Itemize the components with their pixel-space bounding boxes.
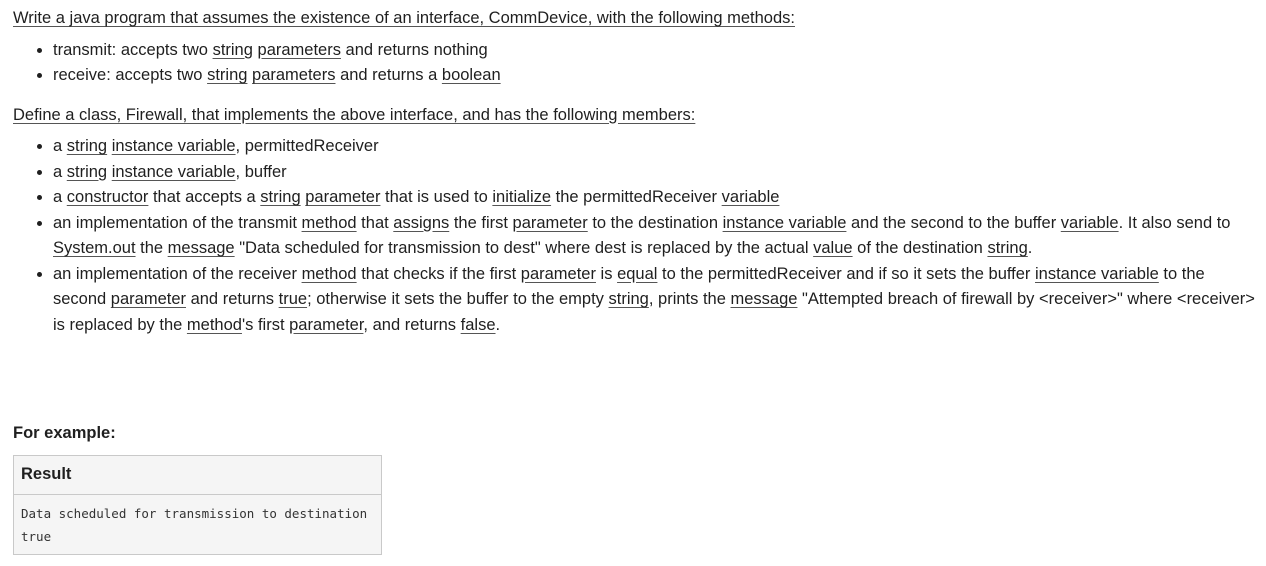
class-member-item — [53, 262, 1256, 339]
result-line: true — [21, 529, 52, 544]
glossary-link[interactable]: initialize — [492, 188, 552, 206]
glossary-link[interactable]: assigns — [393, 213, 450, 232]
glossary-link[interactable]: boolean — [441, 66, 501, 84]
text-fragment: transmit: accepts two — [53, 40, 213, 59]
text-fragment: and returns a — [335, 66, 442, 84]
glossary-link[interactable]: string — [207, 66, 248, 84]
text-fragment: and the second to the buffer — [846, 213, 1061, 232]
glossary-link[interactable]: string — [608, 290, 649, 308]
text-fragment: the first — [449, 213, 513, 232]
text-fragment: a — [53, 137, 67, 155]
text-fragment: . It also send to — [1118, 213, 1231, 232]
glossary-link[interactable]: instance variable — [111, 162, 236, 181]
glossary-link[interactable]: instance variable — [111, 137, 236, 155]
text-fragment: ; otherwise it sets the buffer to the empty — [307, 290, 609, 308]
text-fragment: that checks if the first — [356, 264, 521, 283]
text-fragment: receive: accepts two — [53, 66, 208, 84]
text-fragment: to the permittedReceiver and if so it sets the buffer — [657, 264, 1035, 283]
text-fragment: to the destination — [587, 213, 723, 232]
glossary-link[interactable]: message — [730, 290, 798, 308]
text-fragment: the — [135, 239, 168, 257]
glossary-link[interactable]: parameter — [512, 213, 588, 232]
interface-method-item — [53, 38, 1256, 64]
example-header-row — [14, 456, 382, 495]
result-line: Data scheduled for transmission to destination — [21, 506, 368, 521]
class-member-item — [53, 160, 1256, 186]
text-fragment: that — [356, 213, 394, 232]
text-fragment: a — [53, 162, 67, 181]
glossary-link[interactable]: System.out — [53, 239, 136, 257]
glossary-link[interactable]: parameter — [289, 315, 364, 334]
class-intro: Define a class, Firewall, that implements the above interface, and has the following members: — [13, 105, 696, 124]
interface-methods-list — [13, 38, 1256, 89]
question-intro: Write a java program that assumes the existence of an interface, CommDevice, with the following methods: — [13, 9, 795, 27]
glossary-link[interactable]: parameter — [110, 290, 186, 308]
glossary-link[interactable]: true — [278, 290, 308, 308]
text-fragment: , buffer — [235, 162, 287, 181]
glossary-link[interactable]: message — [167, 239, 235, 257]
class-member-item — [53, 185, 1256, 211]
glossary-link[interactable]: method — [186, 315, 242, 334]
text-fragment: and returns nothing — [340, 40, 488, 59]
text-fragment: to the second — [53, 264, 1205, 308]
glossary-link[interactable]: string — [212, 40, 253, 59]
text-fragment: . — [1027, 239, 1033, 257]
text-fragment: , and returns — [363, 315, 461, 334]
example-label: For example: — [13, 424, 116, 442]
glossary-link[interactable]: parameters — [257, 40, 341, 59]
result-cell — [14, 495, 382, 555]
text-fragment: and returns — [186, 290, 279, 308]
text-fragment: is — [595, 264, 618, 283]
glossary-link[interactable]: parameter — [305, 188, 381, 206]
text-fragment: "Attempted breach of firewall by <receiver>" where <receiver> is replaced by the — [53, 290, 1255, 334]
glossary-link[interactable]: string — [987, 239, 1028, 257]
glossary-link[interactable]: constructor — [66, 188, 149, 206]
text-fragment: the permittedReceiver — [551, 188, 722, 206]
class-member-item — [53, 134, 1256, 160]
text-fragment: of the destination — [852, 239, 988, 257]
text-fragment: that accepts a — [148, 188, 261, 206]
glossary-link[interactable]: method — [301, 213, 357, 232]
glossary-link[interactable]: instance variable — [722, 213, 847, 232]
glossary-link[interactable]: variable — [721, 188, 780, 206]
glossary-link[interactable]: variable — [1060, 213, 1119, 232]
glossary-link[interactable]: value — [813, 239, 853, 257]
glossary-link[interactable]: method — [301, 264, 357, 283]
text-fragment: , prints the — [648, 290, 731, 308]
glossary-link[interactable]: equal — [617, 264, 658, 283]
result-column-header: Result — [14, 456, 382, 495]
text-fragment: 's first — [241, 315, 290, 334]
text-fragment: . — [495, 315, 501, 334]
text-fragment: a — [53, 188, 67, 206]
glossary-link[interactable]: string — [66, 137, 108, 155]
example-table — [13, 455, 382, 555]
text-fragment: an implementation of the receiver — [53, 264, 302, 283]
glossary-link[interactable]: string — [260, 188, 301, 206]
glossary-link[interactable]: false — [460, 315, 496, 334]
glossary-link[interactable]: parameters — [252, 66, 336, 84]
example-result-row — [14, 495, 382, 555]
interface-method-item — [53, 63, 1256, 89]
glossary-link[interactable]: parameter — [520, 264, 596, 283]
glossary-link[interactable]: string — [66, 162, 108, 181]
class-members-list — [13, 134, 1256, 338]
text-fragment: , permittedReceiver — [235, 137, 379, 155]
glossary-link[interactable]: instance variable — [1035, 264, 1159, 283]
class-member-item — [53, 211, 1256, 262]
text-fragment: an implementation of the transmit — [53, 213, 302, 232]
text-fragment: "Data scheduled for transmission to dest" where dest is replaced by the actual — [234, 239, 814, 257]
text-fragment: that is used to — [380, 188, 493, 206]
